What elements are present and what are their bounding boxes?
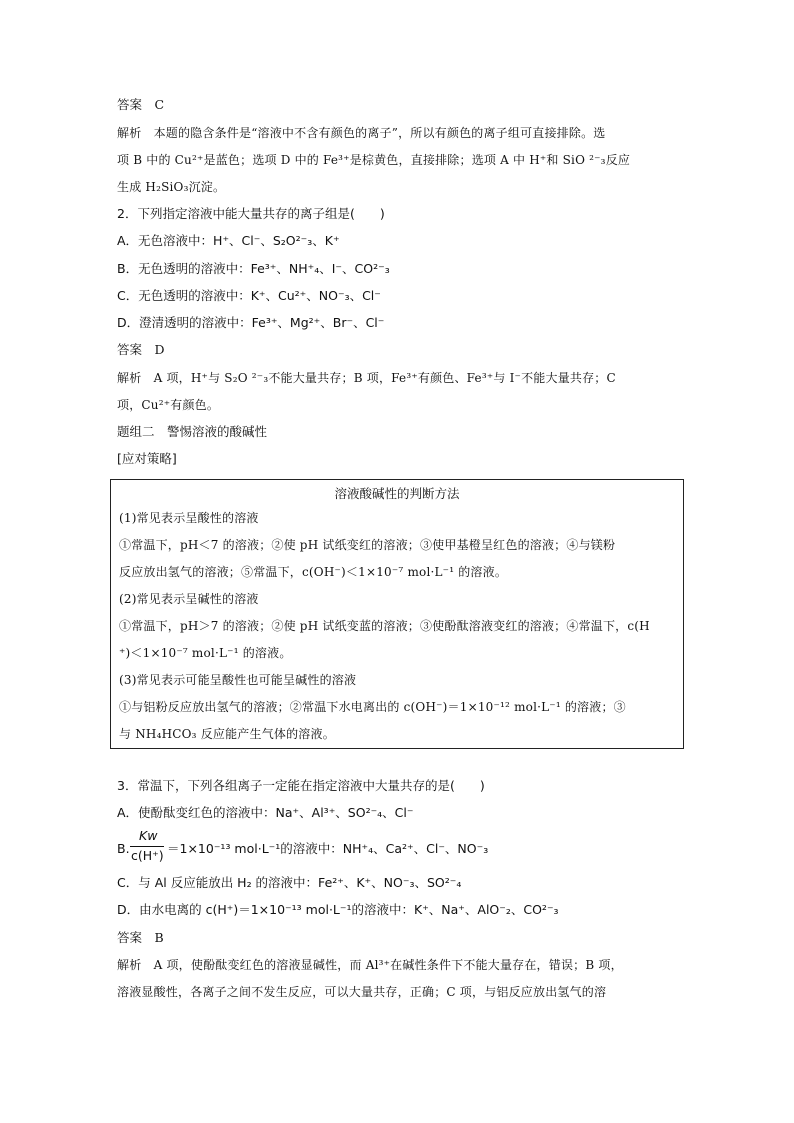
method-line-5: ①常温下，pH＞7 的溶液；②使 pH 试纸变蓝的溶液；③使酚酞溶液变红的溶液；④常温下，c(H [119,619,650,633]
method-line-2: ①常温下，pH＜7 的溶液；②使 pH 试纸变红的溶液；③使甲基橙呈红色的溶液；④与镁粉 [119,538,616,552]
method-line-8: ①与铝粉反应放出氢气的溶液；②常温下水电离出的 c(OH⁻)＝1×10⁻¹² mol·L⁻¹ 的溶液；③ [119,700,626,714]
q3-option-b-text: ＝1×10⁻¹³ mol·L⁻¹的溶液中：NH⁺₄、Ca²⁺、Cl⁻、NO⁻₃ [167,841,489,856]
q3-option-d: D．由水电离的 c(H⁺)＝1×10⁻¹³ mol·L⁻¹的溶液中：K⁺、Na⁺、AlO⁻₂、CO²⁻₃ [117,902,559,917]
method-line-4: (2)常见表示呈碱性的溶液 [119,592,259,606]
q3-option-b-label: B. [117,841,130,856]
q2-answer: 答案 D [117,342,165,357]
method-line-3: 反应放出氢气的溶液；⑤常温下，c(OH⁻)＜1×10⁻⁷ mol·L⁻¹ 的溶液。 [119,565,508,579]
q3-explanation-line-2: 溶液显酸性，各离子之间不发生反应，可以大量共存，正确；C 项，与铝反应放出氢气的溶 [117,985,607,999]
q1-explanation-line-3: 生成 H₂SiO₃沉淀。 [117,180,226,194]
q1-explanation-line-2: 项 B 中的 Cu²⁺是蓝色；选项 D 中的 Fe³⁺是棕黄色，直接排除；选项 A 中 H⁺和 SiO ²⁻₃反应 [117,153,631,167]
method-line-9: 与 NH₄HCO₃ 反应能产生气体的溶液。 [119,727,335,741]
strategy-label: [应对策略] [117,451,177,466]
q2-explanation-line-2: 项，Cu²⁺有颜色。 [117,398,220,412]
method-line-1: (1)常见表示呈酸性的溶液 [119,511,259,525]
q3-answer: 答案 B [117,930,164,945]
q2-explanation-line-1: 解析 A 项，H⁺与 S₂O ²⁻₃不能大量共存；B 项，Fe³⁺有颜色、Fe³⁺与 I⁻不能大量共存；C [117,371,616,385]
q3-option-a: A．使酚酞变红色的溶液中：Na⁺、Al³⁺、SO²⁻₄、Cl⁻ [117,805,414,820]
q3-option-c: C．与 Al 反应能放出 H₂ 的溶液中：Fe²⁺、K⁺、NO⁻₃、SO²⁻₄ [117,875,462,890]
q2-stem: 2．下列指定溶液中能大量共存的离子组是( ) [117,206,385,221]
method-line-6: ⁺)＜1×10⁻⁷ mol·L⁻¹ 的溶液。 [119,646,292,660]
q1-explanation-line-1: 解析 本题的隐含条件是“溶液中不含有颜色的离子”，所以有颜色的离子组可直接排除。选 [117,126,606,140]
q2-option-a: A．无色溶液中：H⁺、Cl⁻、S₂O²⁻₃、K⁺ [117,233,340,248]
q2-option-d: D．澄清透明的溶液中：Fe³⁺、Mg²⁺、Br⁻、Cl⁻ [117,315,385,330]
q2-option-b: B．无色透明的溶液中：Fe³⁺、NH⁺₄、I⁻、CO²⁻₃ [117,261,390,276]
q3-option-b-denominator: c(H⁺) [131,848,164,863]
method-box [110,479,684,749]
q3-explanation-line-1: 解析 A 项，使酚酞变红色的溶液显碱性，而 Al³⁺在碱性条件下不能大量存在，错误；B 项， [117,958,623,972]
q2-option-c: C．无色透明的溶液中：K⁺、Cu²⁺、NO⁻₃、Cl⁻ [117,288,381,303]
fraction-bar [130,846,164,847]
method-box-title: 溶液酸碱性的判断方法 [334,486,460,501]
q1-answer: 答案 C [117,97,165,112]
q3-option-b-numerator: Kw [139,828,158,843]
group2-heading: 题组二 警惕溶液的酸碱性 [117,424,268,439]
method-line-7: (3)常见表示可能呈酸性也可能呈碱性的溶液 [119,673,357,687]
q3-stem: 3．常温下，下列各组离子一定能在指定溶液中大量共存的是( ) [117,778,485,793]
